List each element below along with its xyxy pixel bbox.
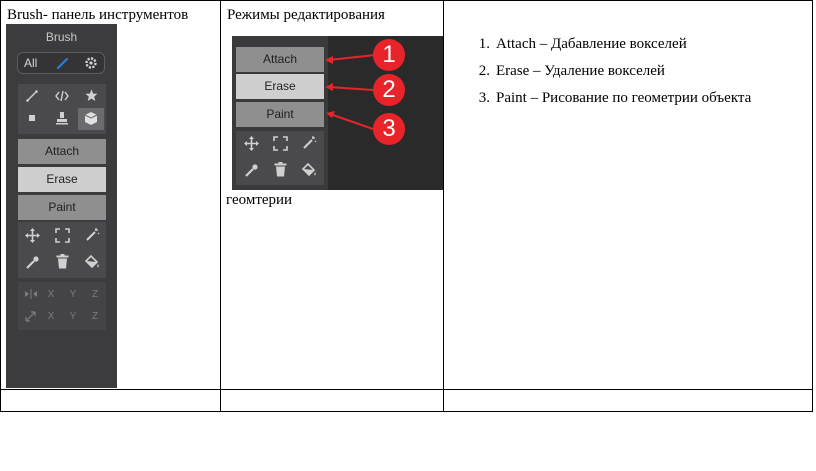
table-cell (221, 390, 444, 412)
filter-all-button[interactable]: All (24, 56, 38, 70)
trash-icon[interactable] (56, 254, 69, 269)
annotation-badge: 3 (373, 113, 405, 145)
eyedropper-icon[interactable] (25, 255, 40, 270)
line-icon[interactable] (26, 90, 38, 102)
resize-icon[interactable] (25, 311, 36, 322)
modes-screenshot (232, 36, 443, 190)
axis-x-button[interactable]: X (47, 289, 55, 300)
wand-icon[interactable] (85, 227, 100, 242)
brush-panel-title: Brush (45, 30, 78, 44)
table-cell (444, 390, 813, 412)
select-icon[interactable] (55, 228, 70, 243)
list-item: 3. Paint – Рисование по геометрии объекта (478, 90, 752, 106)
axis-z-button[interactable]: Z (91, 311, 99, 322)
code-icon[interactable] (55, 90, 69, 102)
selection-tools (18, 222, 106, 278)
annotation-badge: 2 (373, 74, 405, 106)
attach-mode-button[interactable]: Attach (18, 139, 106, 164)
list-item: 2. Erase – Удаление вокселей (478, 63, 665, 79)
move-icon[interactable] (25, 228, 40, 243)
gear-icon[interactable] (84, 56, 98, 70)
square-icon[interactable] (29, 115, 35, 121)
filter-bar (17, 52, 105, 74)
stamp-icon[interactable] (56, 111, 68, 125)
mirror-icon[interactable] (24, 289, 38, 299)
annotation-badge: 1 (373, 39, 405, 71)
brush-panel (6, 24, 117, 388)
paint-mode-button[interactable]: Paint (236, 102, 324, 127)
erase-mode-button[interactable]: Erase (18, 167, 106, 192)
list-item: 1. Attach – Дабавление вокселей (478, 36, 687, 52)
star-icon[interactable] (85, 89, 98, 102)
brush-icon[interactable] (56, 57, 69, 70)
axis-x-button[interactable]: X (47, 311, 55, 322)
attach-mode-button[interactable]: Attach (236, 47, 324, 72)
axis-y-button[interactable]: Y (69, 289, 77, 300)
tool-grid (18, 84, 106, 134)
paint-mode-button[interactable]: Paint (18, 195, 106, 220)
erase-mode-button[interactable]: Erase (236, 74, 324, 99)
table-cell (1, 390, 221, 412)
col1-header: Brush- панель инструментов (7, 7, 189, 23)
bucket-icon[interactable] (84, 254, 100, 269)
axis-z-button[interactable]: Z (91, 289, 99, 300)
col2-header: Режимы редактирования (227, 7, 385, 23)
mode-list (464, 34, 751, 115)
table-row (1, 390, 813, 412)
cube-icon[interactable] (84, 111, 98, 126)
annotation-arrows (232, 36, 443, 190)
axis-tools (18, 282, 106, 330)
col2-caption: геомтерии (226, 192, 293, 208)
axis-y-button[interactable]: Y (69, 311, 77, 322)
